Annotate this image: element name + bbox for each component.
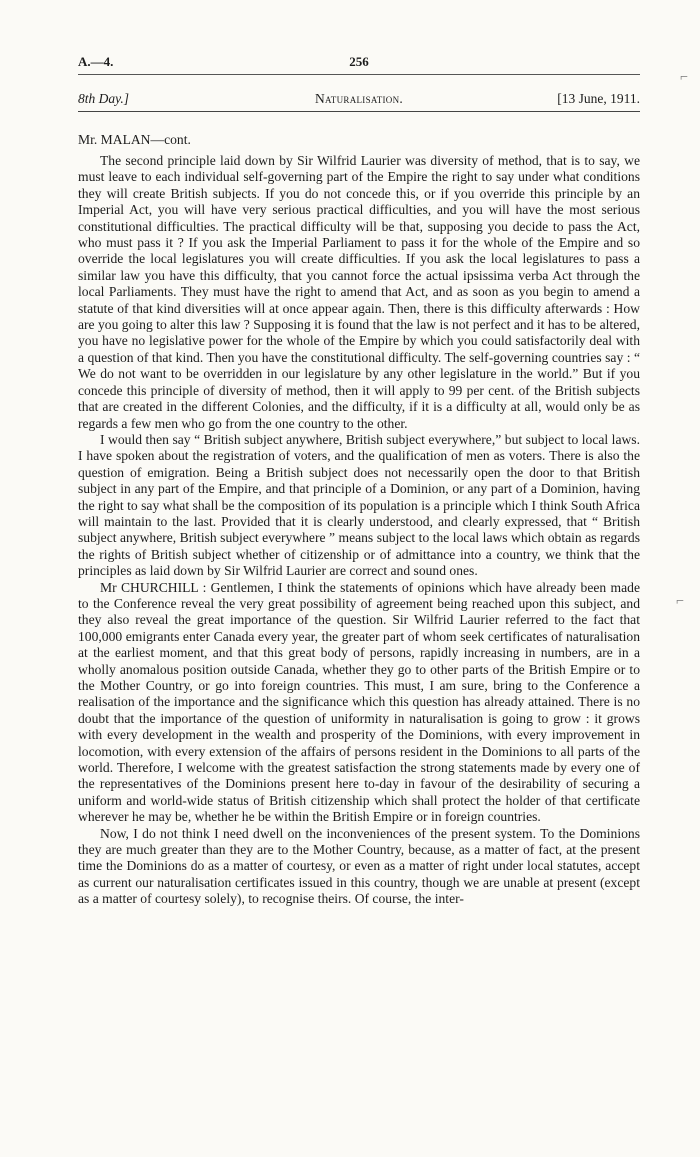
paragraph: I would then say “ British subject anywhere, British subject everywhere,” but subject to local laws. I have spoken about the registration of voters, and the qualification of men as voters. There is also the question of emigration. Being a British subject does not necessarily open the door to that British subject in any part of the Empire, and that principle of a Dominion, or any part of a Dominion, having the right to say what shall be the composition of its population is a principle which I think South Africa will maintain to the last. Provided that it is clearly understood, and clearly expressed, that “ British subject anywhere, British subject everywhere ” means subject to the local laws which obtain as regards the rights of British subject whether of citizenship or of admittance into a country, we think that the principles as laid down by Sir Wilfrid Laurier are correct and sound ones. [78, 431, 640, 579]
speaker-continued: Mr. MALAN—cont. [78, 132, 191, 147]
running-head [78, 87, 640, 109]
paper-reference: A.—4. [78, 54, 114, 69]
document-page [78, 54, 640, 908]
running-head-day: 8th Day.] [78, 91, 130, 106]
page-top-line [78, 54, 640, 74]
running-head-title: Naturalisation. [314, 91, 404, 106]
paragraph: Now, I do not think I need dwell on the inconveniences of the present system. To the Dominions they are much greater than they are to the Mother Country, because, as a matter of fact, at the present time the Dominions do as a matter of courtesy, or even as a matter of right under local statutes, accept as current our naturalisation certificates issued in this country, though we are unable at present (except as a matter of courtesy solely), to recognise theirs. Of course, the inter- [78, 825, 640, 907]
margin-mark: ⌐ [676, 594, 684, 609]
running-head-date: [13 June, 1911. [557, 91, 640, 106]
paragraph: Mr CHURCHILL : Gentlemen, I think the statements of opinions which have already been made to the Conference reveal the very great possibility of agreement being reached upon this subject, and they also reveal the great importance of the question. Sir Wilfrid Laurier referred to the fact that 100,000 emigrants enter Canada every year, the greater part of whom seek certificates of naturalisation at the earliest moment, and that this great body of persons, rapidly increasing in numbers, are in a wholly anomalous position outside Canada, whether they go to other parts of the British Empire or to the Mother Country, or go into foreign countries. This must, I am sure, bring to the Conference a realisation of the importance and the significance which this question has already attained. There is no doubt that the importance of the question of uniformity in naturalisation is going to grow : it grows with every development in the wealth and prosperity of the Dominions, with every improvement in locomotion, with every extension of the affairs of persons resident in the Dominions to all parts of the world. Therefore, I welcome with the greatest satisfaction the strong statements made by every one of the representatives of the Dominions present here to-day in favour of the desirability of securing a uniform and world-wide status of British citizenship which shall protect the holder of that certificate wherever he may be, whether he be within the British Empire or in foreign countries. [78, 579, 640, 825]
head-rule [78, 111, 640, 112]
margin-mark: ⌐ [680, 70, 688, 85]
page-number: 256 [349, 54, 369, 69]
top-rule [78, 74, 640, 75]
body-text [78, 153, 640, 908]
paragraph: The second principle laid down by Sir Wilfrid Laurier was diversity of method, that is to say, we must leave to each individual self-governing part of the Empire the right to say under what conditions they will create British subjects. If you do not concede this, or if you override this principle by an Imperial Act, you will have very serious practical difficulties, and you will have the most serious constitutional difficulties. The practical difficulty will be that, supposing you decide to pass the Act, who must pass it ? If you ask the Imperial Parliament to pass it for the whole of the Empire and so override the local legislatures you will create difficulties. If you ask the local legislatures to pass a similar law you have this difficulty, that you cannot force the actual ipsissima verba Act through the local Parliaments. They must have the right to amend that Act, and as soon as you begin to amend a statute of that kind diversities will at once appear again. Then, there is this difficulty afterwards : How are you going to alter this law ? Supposing it is found that the law is not perfect and it has to be altered, you have no legislative power for the whole of the Empire by which you could satisfactorily deal with a question of that kind. Then you have the constitutional difficulty. The self-governing countries say : “ We do not want to be overridden in our legislature by any other legislature in the world.” But if you concede this principle of diversity of method, then it will apply to 99 per cent. of the British subjects that are created in the different Colonies, and the difficulty, if it is a difficulty at all, would only be as regards a few men who go from the one country to the other. [78, 153, 640, 431]
